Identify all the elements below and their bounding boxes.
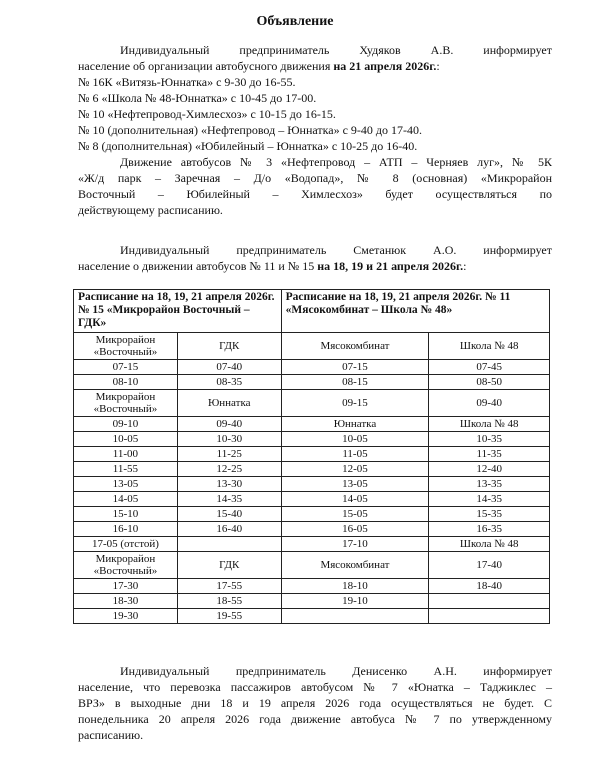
- table-row: [74, 537, 550, 552]
- table-cell: 14-05: [281, 492, 429, 507]
- route-line: № 10 (дополнительная) «Нефтепровод – Юннатка» с 9-40 до 17-40.: [78, 123, 423, 137]
- table-cell: 08-35: [177, 375, 281, 390]
- khudyakov-intro-line-2: население об организации автобусного движения на 21 апреля 2026г.:: [78, 59, 440, 73]
- table-cell: 08-10: [74, 375, 178, 390]
- table-cell: 13-05: [281, 477, 429, 492]
- table-cell: Юннатка: [177, 390, 281, 417]
- table-cell: 15-10: [74, 507, 178, 522]
- table-cell: Мясокомбинат: [281, 552, 429, 579]
- table-row: [74, 447, 550, 462]
- table-row: [74, 507, 550, 522]
- route-line: № 16К «Витязь-Юннатка» с 9-30 до 16-55.: [78, 75, 296, 89]
- table-row: [74, 492, 550, 507]
- table-row: [74, 609, 550, 624]
- table-cell: 18-55: [177, 594, 281, 609]
- table-cell: Микрорайон «Восточный»: [74, 552, 178, 579]
- table-cell: 10-05: [74, 432, 178, 447]
- table-cell: 07-15: [74, 360, 178, 375]
- regular-schedule-line: Движение автобусов № 3 «Нефтепровод – АТП – Черняев луг», № 5К: [120, 155, 552, 169]
- table-cell: Микрорайон «Восточный»: [74, 390, 178, 417]
- table-cell: [429, 609, 550, 624]
- table-cell: 19-55: [177, 609, 281, 624]
- table-cell: ГДК: [177, 333, 281, 360]
- table-cell: 17-55: [177, 579, 281, 594]
- table-row: [74, 432, 550, 447]
- header-route-11: Расписание на 18, 19, 21 апреля 2026г. № 11 «Мясокомбинат – Школа № 48»: [281, 290, 549, 333]
- table-cell: 19-10: [281, 594, 429, 609]
- table-cell: [177, 537, 281, 552]
- table-cell: 08-15: [281, 375, 429, 390]
- table-cell: 12-40: [429, 462, 550, 477]
- table-cell: 10-30: [177, 432, 281, 447]
- table-row: [74, 522, 550, 537]
- table-row: [74, 390, 550, 417]
- table-cell: 08-50: [429, 375, 550, 390]
- table-cell: Юннатка: [281, 417, 429, 432]
- denisenko-notice: [78, 663, 552, 743]
- table-row: [74, 579, 550, 594]
- table-cell: 11-00: [74, 447, 178, 462]
- header-route-15: Расписание на 18, 19, 21 апреля 2026г. № 15 «Микрорайон Восточный – ГДК»: [74, 290, 282, 333]
- table-row: [74, 360, 550, 375]
- table-cell: 07-15: [281, 360, 429, 375]
- table-cell: 13-35: [429, 477, 550, 492]
- table-cell: Школа № 48: [429, 417, 550, 432]
- regular-schedule-line: «Ж/д парк – Заречная – Д/о «Водопад», № 8 (основная) «Микрорайон: [78, 171, 552, 185]
- smetanyuk-intro-line-1: Индивидуальный предприниматель Сметанюк А.О. информирует: [120, 243, 552, 257]
- table-cell: 16-40: [177, 522, 281, 537]
- table-cell: 15-40: [177, 507, 281, 522]
- table-cell: 17-10: [281, 537, 429, 552]
- table-row: [74, 552, 550, 579]
- table-cell: 11-05: [281, 447, 429, 462]
- table-cell: 09-40: [177, 417, 281, 432]
- table-cell: [429, 594, 550, 609]
- table-cell: 10-05: [281, 432, 429, 447]
- table-cell: Мясокомбинат: [281, 333, 429, 360]
- table-cell: 11-35: [429, 447, 550, 462]
- table-row: [74, 333, 550, 360]
- table-cell: 19-30: [74, 609, 178, 624]
- table-row: [74, 477, 550, 492]
- table-row: [74, 462, 550, 477]
- table-row: [74, 417, 550, 432]
- smetanyuk-intro-line-2: население о движении автобусов № 11 и № 15 на 18, 19 и 21 апреля 2026г.:: [78, 259, 467, 273]
- table-cell: 07-40: [177, 360, 281, 375]
- route-line: № 8 (дополнительная) «Юбилейный – Юннатка» с 10-25 до 16-40.: [78, 139, 418, 153]
- table-cell: [281, 609, 429, 624]
- table-cell: 09-15: [281, 390, 429, 417]
- table-cell: 16-05: [281, 522, 429, 537]
- denisenko-line: население, что перевозка пассажиров автобусом № 7 «Юнатка – Таджиклес –: [78, 680, 552, 694]
- denisenko-line: Индивидуальный предприниматель Денисенко А.Н. информирует: [120, 664, 552, 678]
- denisenko-line: ВРЗ» в выходные дни 18 и 19 апреля 2026 года осуществляться не будет. С: [78, 696, 552, 710]
- table-cell: 18-10: [281, 579, 429, 594]
- table-cell: 13-05: [74, 477, 178, 492]
- table-cell: 12-25: [177, 462, 281, 477]
- table-cell: 14-35: [177, 492, 281, 507]
- table-cell: 14-35: [429, 492, 550, 507]
- table-cell: 16-10: [74, 522, 178, 537]
- table-row: [74, 375, 550, 390]
- regular-schedule-line: действующему расписанию.: [78, 203, 223, 217]
- table-cell: 18-40: [429, 579, 550, 594]
- table-cell: Микрорайон «Восточный»: [74, 333, 178, 360]
- table-cell: 10-35: [429, 432, 550, 447]
- denisenko-line: понедельника 20 апреля 2026 года движение автобуса № 7 по утвержденному: [78, 712, 552, 726]
- table-cell: 11-25: [177, 447, 281, 462]
- table-cell: 13-30: [177, 477, 281, 492]
- table-cell: Школа № 48: [429, 333, 550, 360]
- page-title: Объявление: [256, 14, 334, 29]
- table-cell: 17-05 (отстой): [74, 537, 178, 552]
- table-header-row: [74, 290, 550, 333]
- table-cell: 09-40: [429, 390, 550, 417]
- smetanyuk-notice: [78, 242, 552, 274]
- table-cell: 15-05: [281, 507, 429, 522]
- table-cell: 14-05: [74, 492, 178, 507]
- table-cell: 17-40: [429, 552, 550, 579]
- table-body: [74, 333, 550, 624]
- table-cell: 16-35: [429, 522, 550, 537]
- route-line: № 6 «Школа № 48-Юннатка» с 10-45 до 17-00.: [78, 91, 317, 105]
- table-cell: Школа № 48: [429, 537, 550, 552]
- table-cell: 12-05: [281, 462, 429, 477]
- table-cell: 17-30: [74, 579, 178, 594]
- schedule-table: [73, 289, 550, 624]
- table-cell: 11-55: [74, 462, 178, 477]
- table-cell: 07-45: [429, 360, 550, 375]
- khudyakov-notice: [78, 42, 552, 218]
- table-cell: 09-10: [74, 417, 178, 432]
- table-cell: ГДК: [177, 552, 281, 579]
- regular-schedule-line: Восточный – Юбилейный – Химлесхоз» будет осуществляться по: [78, 187, 552, 201]
- route-line: № 10 «Нефтепровод-Химлесхоз» с 10-15 до 16-15.: [78, 107, 336, 121]
- table-row: [74, 594, 550, 609]
- denisenko-line: расписанию.: [78, 728, 144, 742]
- table-cell: 15-35: [429, 507, 550, 522]
- khudyakov-intro-line-1: Индивидуальный предприниматель Худяков А.В. информирует: [120, 43, 552, 57]
- table-cell: 18-30: [74, 594, 178, 609]
